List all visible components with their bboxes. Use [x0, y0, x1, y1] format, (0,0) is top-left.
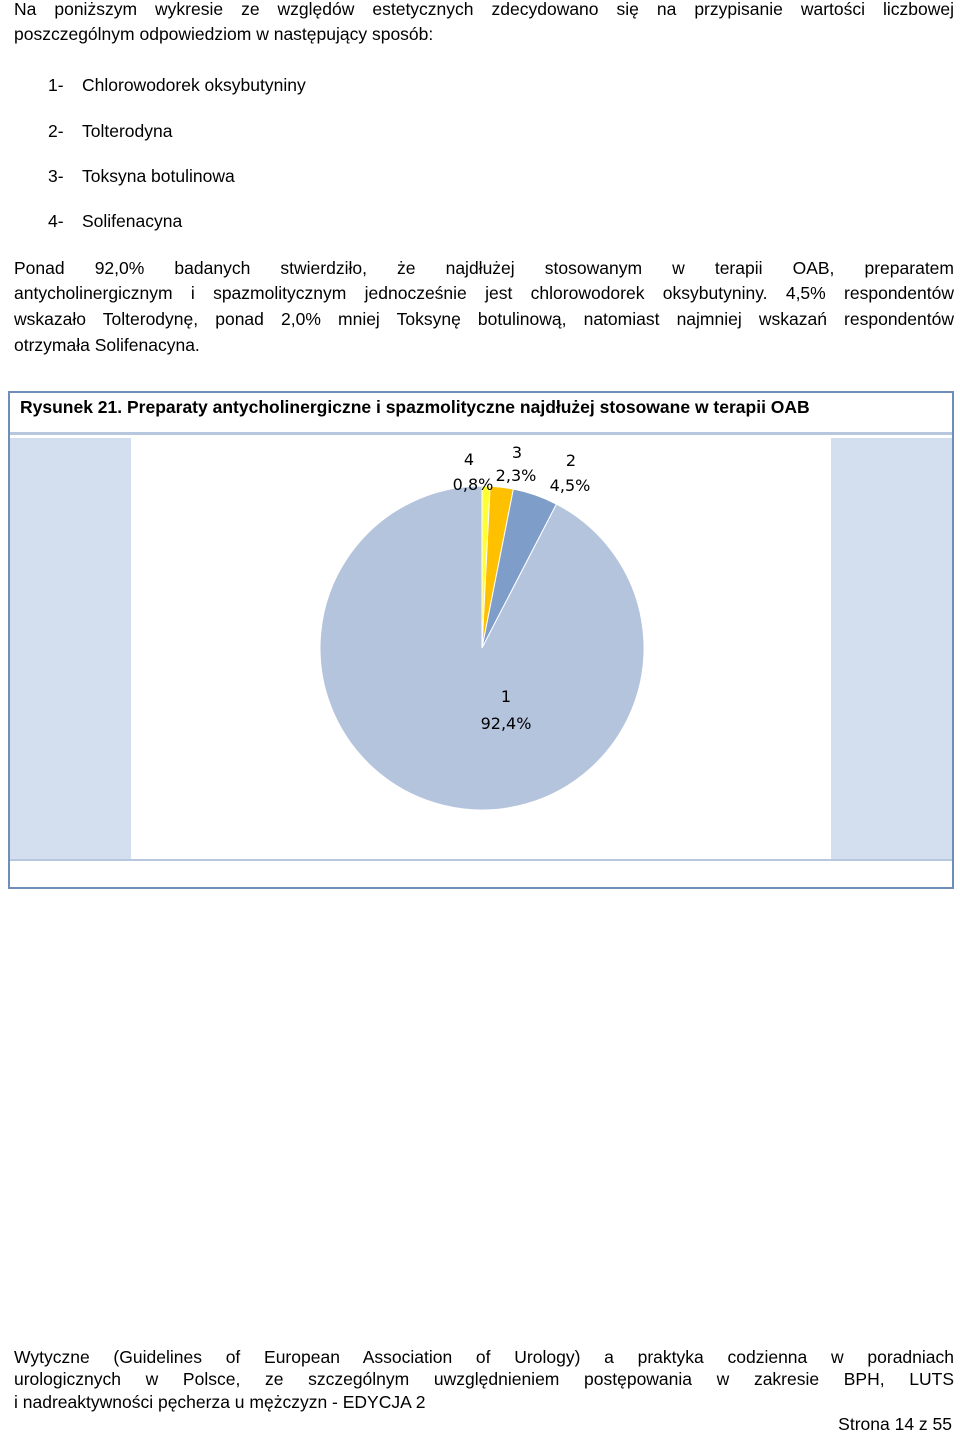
list-label: Tolterodyna — [82, 121, 173, 141]
footer-line-2: urologicznych w Polsce, ze szczególnym uwzględnieniem postępowania w zakresie BPH, LUTS — [14, 1369, 954, 1389]
list-number: 3- — [48, 166, 64, 186]
pie-value-label-1: 92,4% — [480, 714, 532, 733]
page-number: Strona 14 z 55 — [838, 1414, 952, 1434]
figure-divider — [10, 859, 952, 861]
footer-line-3: i nadreaktywności pęcherza u mężczyzn - EDYCJA 2 — [14, 1392, 426, 1412]
list-label: Chlorowodorek oksybutyniny — [82, 75, 306, 95]
list-item — [48, 120, 172, 142]
intro-line-2: poszczególnym odpowiedziom w następujący sposób: — [14, 24, 434, 44]
pie-chart — [10, 393, 952, 887]
footer-line-1: Wytyczne (Guidelines of European Association of Urology) a praktyka codzienna w poradniach — [14, 1347, 954, 1367]
pie-value-label-2: 4,5% — [549, 476, 591, 495]
list-number: 4- — [48, 211, 64, 231]
pie-slice-1 — [320, 486, 644, 810]
list-number: 1- — [48, 75, 64, 95]
figure-frame — [8, 391, 954, 889]
pie-category-label-3: 3 — [511, 443, 523, 462]
list-label: Solifenacyna — [82, 211, 183, 231]
list-label: Toksyna botulinowa — [82, 166, 235, 186]
list-item — [48, 210, 182, 232]
pie-category-label-1: 1 — [500, 687, 512, 706]
pie-value-label-4: 0,8% — [452, 475, 494, 494]
pie-category-label-4: 4 — [463, 450, 475, 469]
list-number: 2- — [48, 121, 64, 141]
pie-value-label-3: 2,3% — [495, 466, 537, 485]
figure-caption: Rysunek 21. Preparaty antycholinergiczne i spazmolityczne najdłużej stosowane w terapii OAB — [10, 393, 952, 435]
paragraph-line-4: otrzymała Solifenacyna. — [14, 335, 200, 355]
paragraph-line-2: antycholinergicznym i spazmolitycznym jednocześnie jest chlorowodorek oksybutyniny. 4,5% respondentów — [14, 283, 954, 303]
paragraph-line-1: Ponad 92,0% badanych stwierdziło, że najdłużej stosowanym w terapii OAB, preparatem — [14, 258, 954, 278]
intro-line-1: Na poniższym wykresie ze względów estetycznych zdecydowano się na przypisanie wartości liczbowej — [14, 0, 954, 19]
pie-category-label-2: 2 — [565, 451, 577, 470]
paragraph-line-3: wskazało Tolterodynę, ponad 2,0% mniej Toksynę botulinową, natomiast najmniej wskazań respondentów — [14, 309, 954, 329]
list-item — [48, 74, 306, 96]
list-item — [48, 165, 235, 187]
